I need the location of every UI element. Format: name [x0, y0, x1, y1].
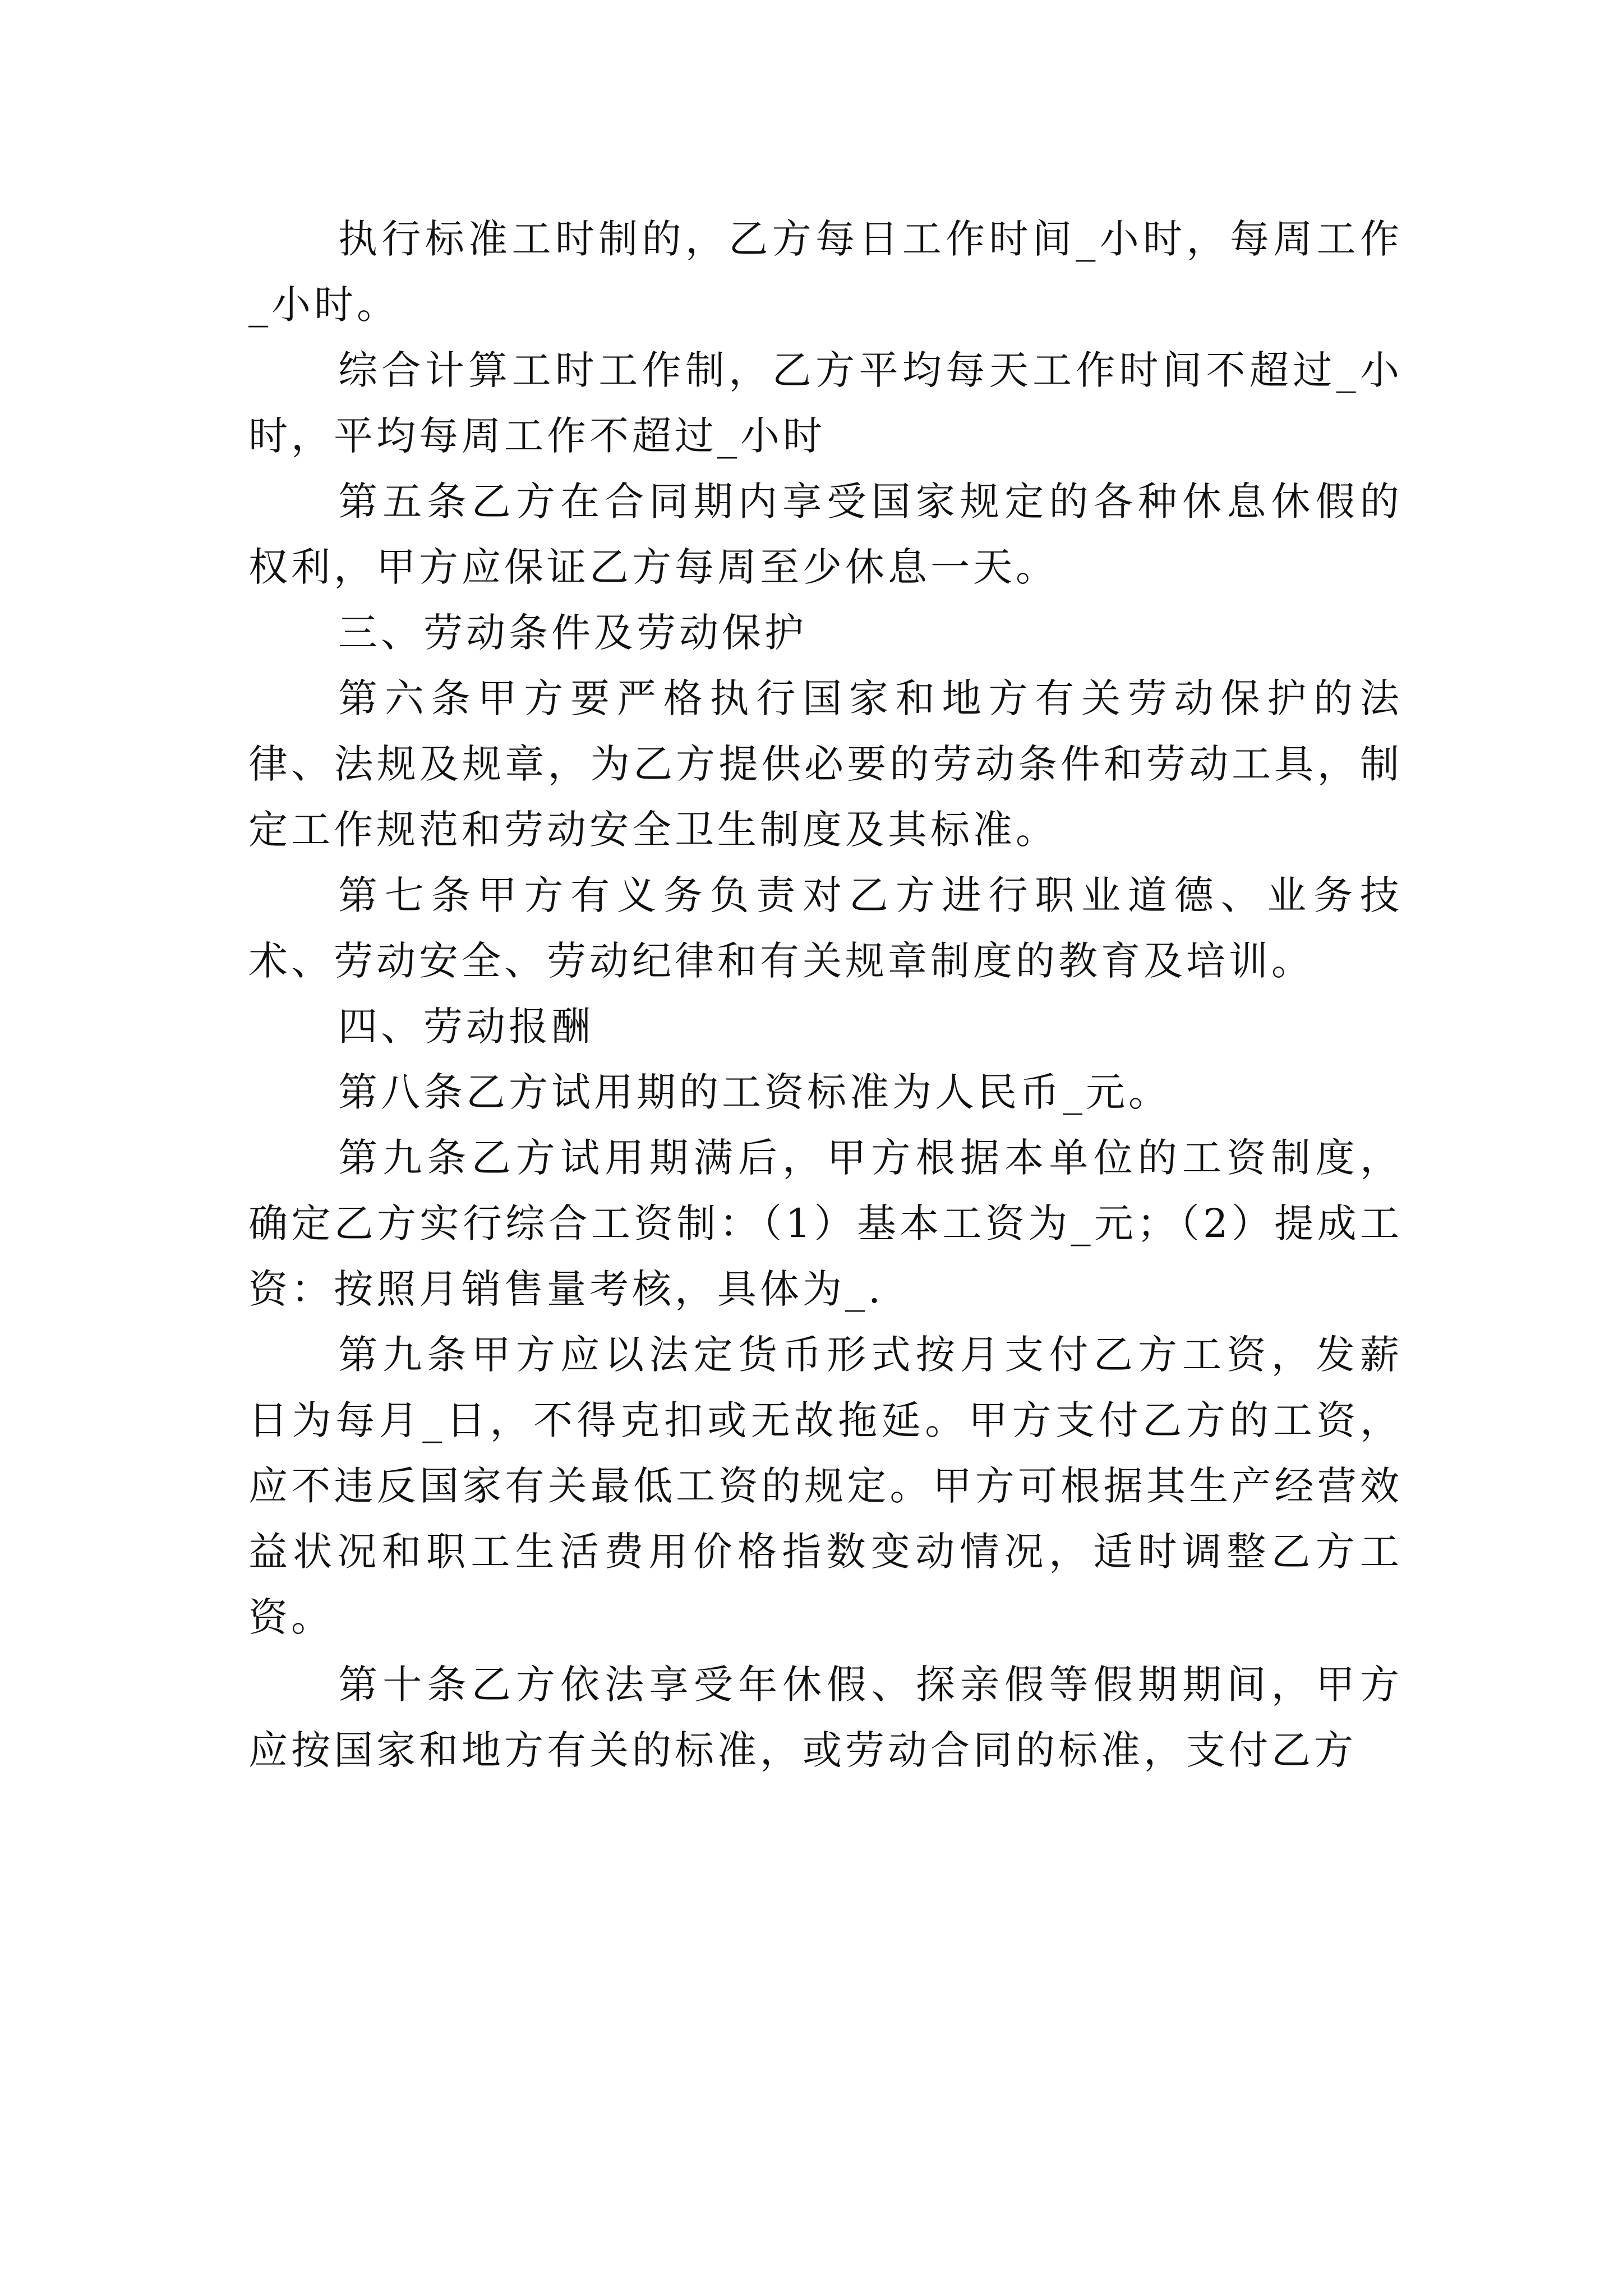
paragraph-article-9a: 第九条乙方试用期满后，甲方根据本单位的工资制度，确定乙方实行综合工资制：（1）基本工资为_元；（2）提成工资：按照月销售量考核，具体为_. [248, 1135, 1403, 1312]
paragraph-article-9b: 第九条甲方应以法定货币形式按月支付乙方工资，发薪日为每月_日，不得克扣或无故拖延。甲方支付乙方的工资，应不违反国家有关最低工资的规定。甲方可根据其生产经营效益状况和职工生活费用价格指数变动情况，适时调整乙方工资。 [248, 1332, 1403, 1640]
paragraph-article-5: 第五条乙方在合同期内享受国家规定的各种休息休假的权利，甲方应保证乙方每周至少休息一天。 [248, 478, 1403, 590]
paragraph-standard-hours: 执行标准工时制的，乙方每日工作时间_小时，每周工作_小时。 [248, 216, 1403, 328]
paragraph-article-8: 第八条乙方试用期的工资标准为人民币_元。 [338, 1069, 1171, 1115]
section-heading-4: 四、劳动报酬 [338, 1004, 594, 1050]
paragraph-comprehensive-hours: 综合计算工时工作制，乙方平均每天工作时间不超过_小时，平均每周工作不超过_小时 [248, 347, 1403, 459]
paragraph-article-7: 第七条甲方有义务负责对乙方进行职业道德、业务技术、劳动安全、劳动纪律和有关规章制度的教育及培训。 [248, 872, 1403, 984]
paragraph-article-10: 第十条乙方依法享受年休假、探亲假等假期期间，甲方应按国家和地方有关的标准，或劳动合同的标准，支付乙方 [248, 1662, 1403, 1773]
document-body [248, 206, 1403, 1783]
paragraph-article-6: 第六条甲方要严格执行国家和地方有关劳动保护的法律、法规及规章，为乙方提供必要的劳动条件和劳动工具，制定工作规范和劳动安全卫生制度及其标准。 [248, 675, 1403, 853]
section-heading-3: 三、劳动条件及劳动保护 [338, 610, 807, 656]
